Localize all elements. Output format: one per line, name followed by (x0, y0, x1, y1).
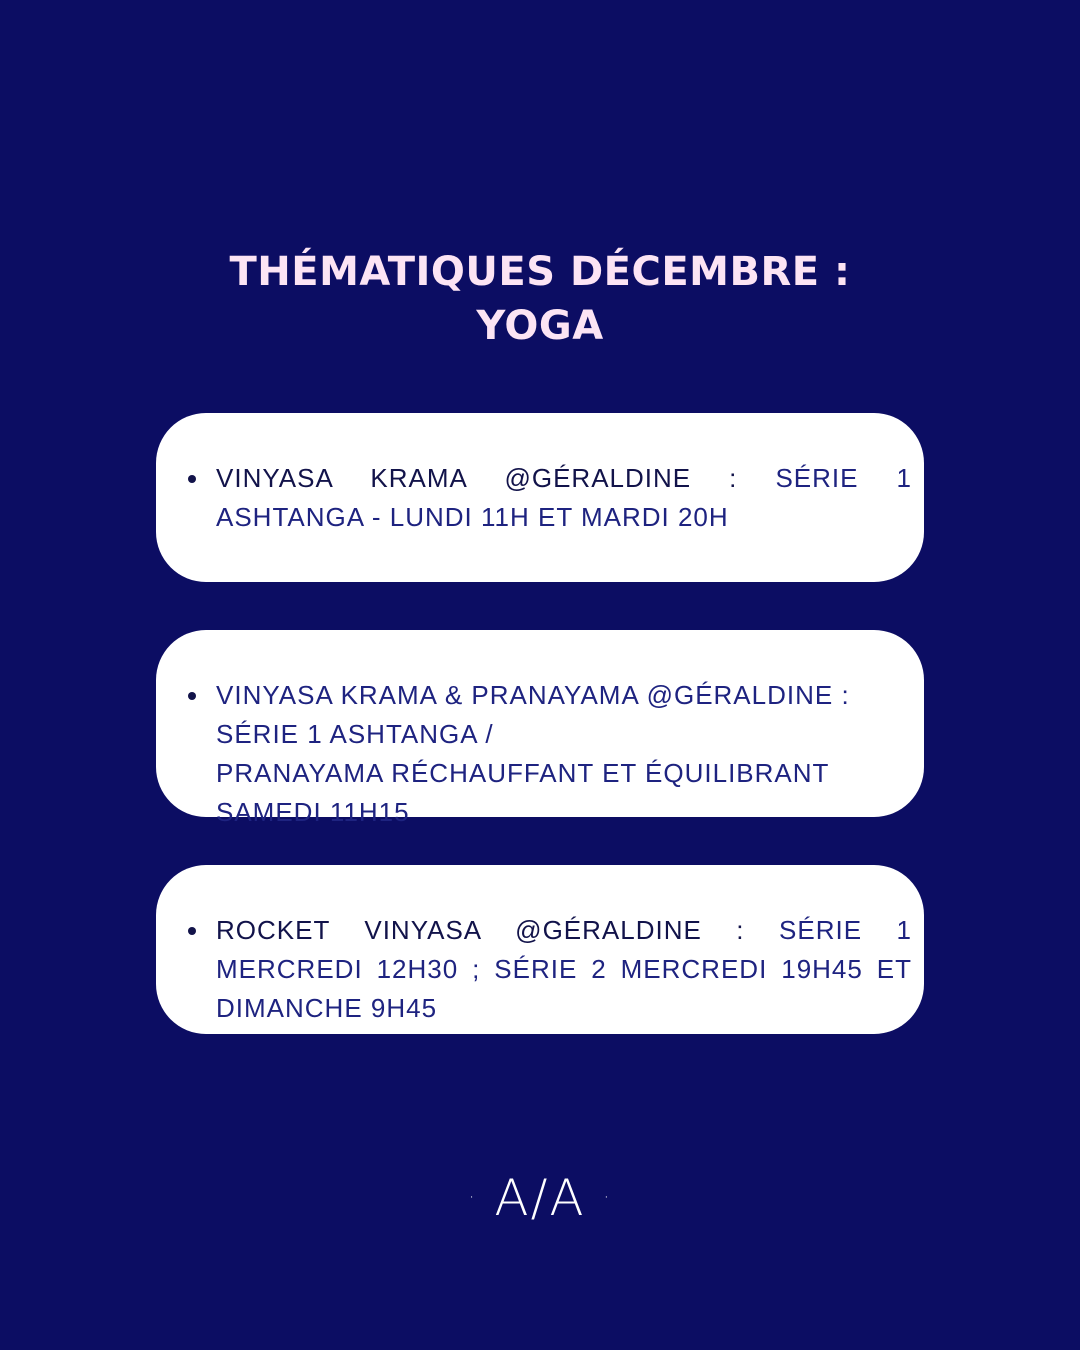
page-title (0, 245, 1080, 353)
class-schedule-line: PRANAYAMA RÉCHAUFFANT ET ÉQUILIBRANT (216, 758, 830, 788)
logo-dot-left: · (468, 1186, 477, 1208)
title-line-2: YOGA (476, 303, 604, 349)
title-line-1: THÉMATIQUES DÉCEMBRE : (229, 249, 851, 295)
class-name: VINYASA KRAMA & PRANAYAMA @GÉRALDINE : (216, 680, 850, 710)
class-schedule-line: SAMEDI 11H15 (216, 797, 410, 827)
logo-dot-right: · (603, 1186, 612, 1208)
bullet-icon (188, 692, 196, 700)
class-description (216, 676, 912, 832)
class-description (216, 459, 912, 537)
class-card-vinyasa-pranayama (156, 630, 924, 827)
class-schedule: SÉRIE 1 MERCREDI 12H30 ; SÉRIE 2 MERCREDI 19H45 ET DIMANCHE 9H45 (216, 915, 912, 1023)
bullet-icon (188, 475, 196, 483)
logo-text: A/A (494, 1169, 586, 1227)
class-card-rocket-vinyasa (156, 865, 924, 1034)
class-card-vinyasa-krama (156, 413, 924, 582)
class-name: VINYASA KRAMA @GÉRALDINE : (216, 463, 776, 493)
class-description (216, 911, 912, 1028)
brand-logo (0, 1168, 1080, 1232)
class-schedule-line: SÉRIE 1 ASHTANGA / (216, 719, 494, 749)
class-name: ROCKET VINYASA @GÉRALDINE : (216, 915, 780, 945)
class-schedule: SÉRIE 1 ASHTANGA - LUNDI 11H ET MARDI 20H (216, 463, 912, 532)
bullet-icon (188, 927, 196, 935)
